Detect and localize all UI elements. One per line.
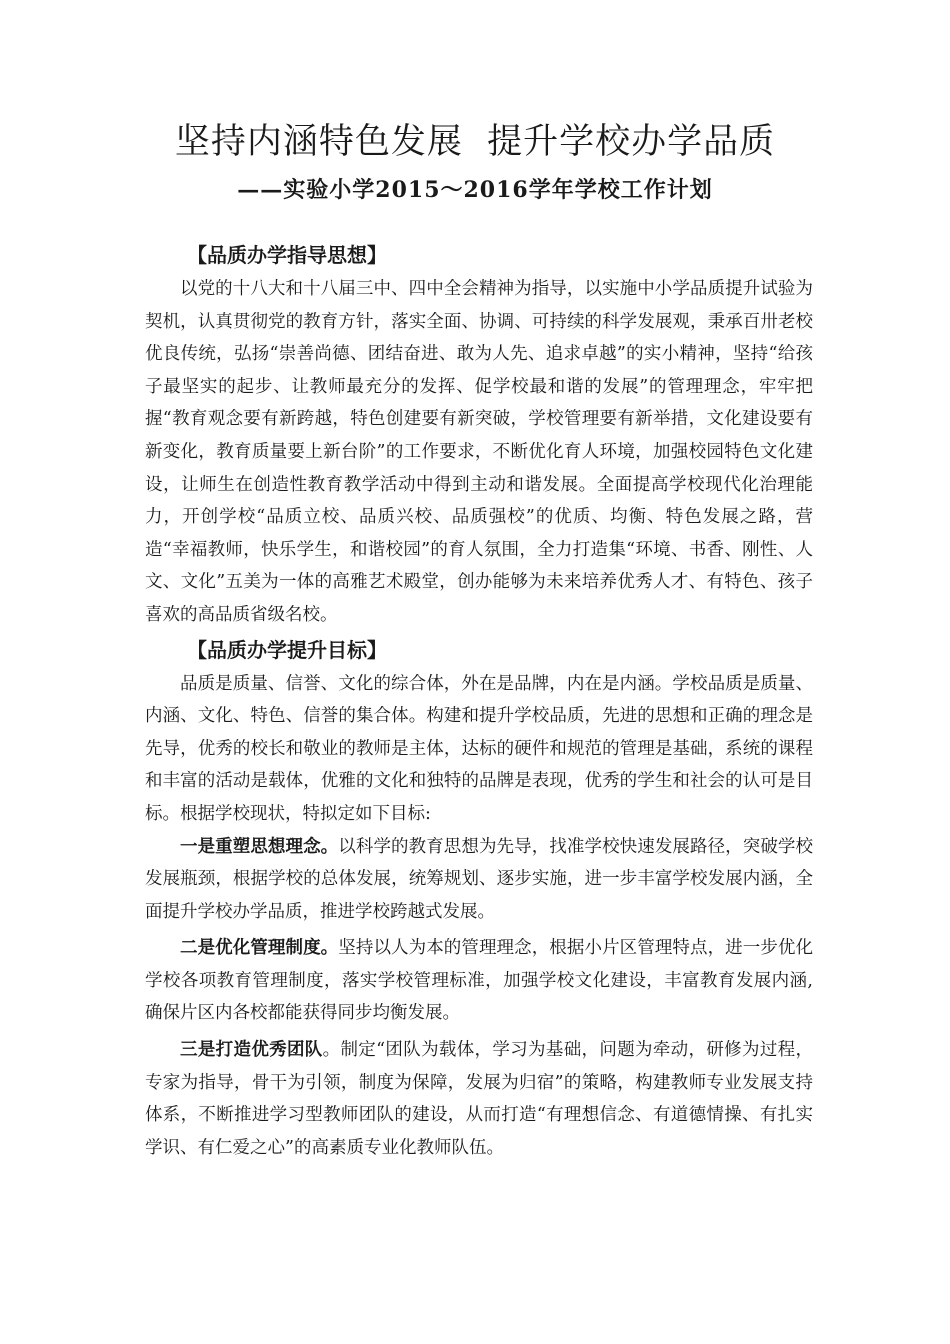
section-improvement-goals: [145, 632, 813, 1165]
goal-paragraph: [145, 932, 813, 1030]
goal-paragraph: [145, 1034, 813, 1164]
paragraph: 以党的十八大和十八届三中、四中全会精神为指导，以实施中小学品质提升试验为契机，认真贯彻党的教育方针，落实全面、协调、可持续的科学发展观，秉承百卅老校优良传统，弘扬“崇善尚德、团结奋进、敢为人先、追求卓越”的实小精神，坚持“给孩子最坚实的起步、让教师最充分的发挥、促学校最和谐的发展”的管理理念，牢牢把握“教育观念要有新跨越，特色创建要有新突破，学校管理要有新举措，文化建设要有新变化，教育质量要上新台阶”的工作要求，不断优化育人环境，加强校园特色文化建设，让师生在创造性教育教学活动中得到主动和谐发展。全面提高学校现代化治理能力，开创学校“品质立校、品质兴校、品质强校”的优质、均衡、特色发展之路，营造“幸福教师，快乐学生，和谐校园”的育人氛围，全力打造集“环境、书香、刚性、人文、文化”五美为一体的高雅艺术殿堂，创办能够为未来培养优秀人才、有特色、孩子喜欢的高品质省级名校。: [145, 279, 813, 625]
goal-text: 坚持以人为本的管理理念，根据小片区管理特点，进一步优化学校各项教育管理制度，落实学校管理标准，加强学校文化建设，丰富教育发展内涵,确保片区内各校都能获得同步均衡发展。: [145, 938, 814, 1024]
goal-lead: 三是打造优秀团队: [180, 1040, 323, 1061]
goal-paragraph: [145, 831, 813, 929]
section-guiding-ideology: [145, 237, 813, 632]
paragraph: 品质是质量、信誉、文化的综合体，外在是品牌，内在是内涵。学校品质是质量、内涵、文化、特色、信誉的集合体。构建和提升学校品质，先进的思想和正确的理念是先导，优秀的校长和敬业的教师是主体，达标的硬件和规范的管理是基础，系统的课程和丰富的活动是载体，优雅的文化和独特的品牌是表现，优秀的学生和社会的认可是目标。根据学校现状，特拟定如下目标:: [145, 673, 813, 824]
goal-lead: 二是优化管理制度。: [180, 938, 339, 959]
section-heading: 【品质办学提升目标】: [187, 637, 387, 662]
section-heading: 【品质办学指导思想】: [187, 243, 387, 267]
goal-text: 。制定“团队为载体，学习为基础，问题为牵动，研修为过程，专家为指导，骨干为引领，制度为保障，发展为归宿”的策略，构建教师专业发展支持体系，不断推进学习型教师团队的建设，从而打造“有理想信念、有道德情操、有扎实学识、有仁爱之心”的高素质专业化教师队伍。: [145, 1040, 813, 1158]
document-subtitle: ——实验小学2015～2016学年学校工作计划: [237, 177, 713, 203]
document-body: [145, 237, 813, 1168]
goal-lead: 一是重塑思想理念。: [180, 836, 339, 857]
document-title: 坚持内涵特色发展 提升学校办学品质: [174, 122, 776, 162]
goal-text: 以科学的教育思想为先导，找准学校快速发展路径，突破学校发展瓶颈，根据学校的总体发展，统筹规划、逐步实施，进一步丰富学校发展内涵，全面提升学校办学品质，推进学校跨越式发展。: [145, 836, 814, 922]
